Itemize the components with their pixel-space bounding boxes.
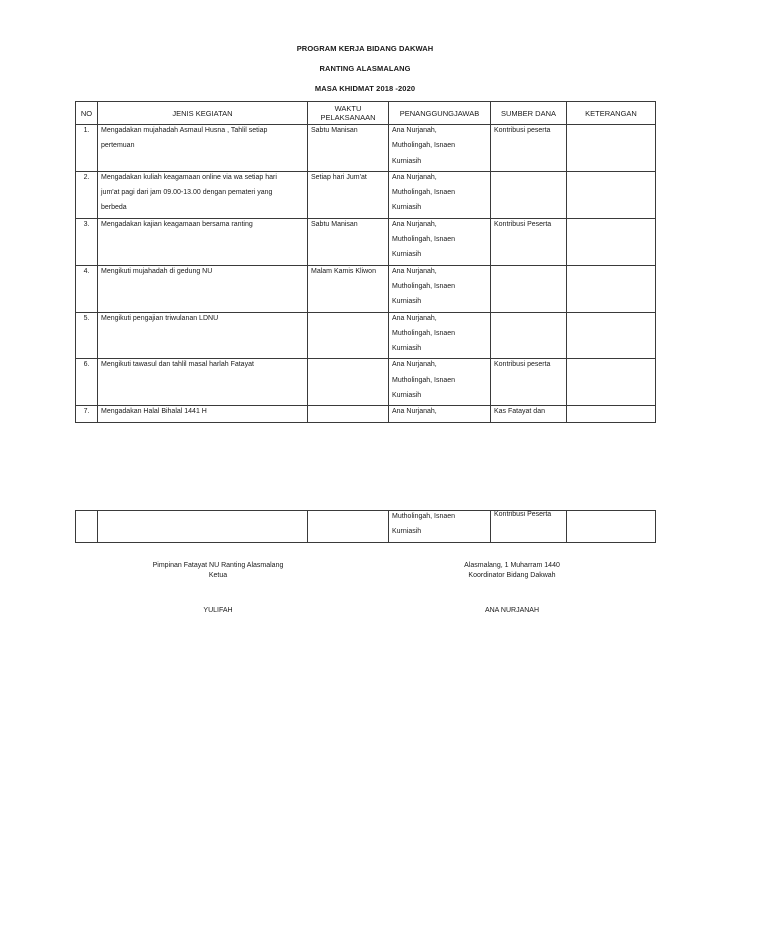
signature-left-name: YULIFAH [203, 607, 233, 614]
keterangan-text [570, 125, 652, 140]
pj-line: Ana Nurjanah, [392, 314, 437, 322]
pj-line: Kurniasih [392, 204, 422, 212]
pj-line: Ana Nurjanah, [392, 220, 437, 228]
waktu-text [311, 313, 385, 328]
signature-right-name: ANA NURJANAH [484, 607, 540, 614]
cell-penanggungjawab [389, 511, 491, 543]
cell-keterangan [567, 218, 656, 265]
jenis-line: Mengikuti pengajian triwulanan LDNU [101, 314, 219, 322]
column-header-waktu-line2: PELAKSANAAN [320, 113, 376, 122]
dana-text: Kontribusi peserta [494, 127, 551, 134]
waktu-text: Malam Kamis Kliwon [311, 267, 376, 275]
dana-text [494, 172, 563, 187]
program-table-continuation [75, 510, 656, 543]
column-header-waktu-line1: WAKTU [334, 104, 362, 113]
row-number: 5. [83, 314, 90, 322]
cell-keterangan [567, 125, 656, 172]
waktu-text [311, 359, 385, 374]
jenis-line: Mengadakan mujahadah Asmaul Husna , Tahlil setiap [101, 127, 268, 134]
cell-keterangan [567, 406, 656, 422]
pj-line: Mutholingah, Isnaen [392, 282, 456, 290]
cell-jenis-kegiatan [98, 511, 308, 543]
cell-keterangan [567, 265, 656, 312]
cell-penanggungjawab [389, 171, 491, 218]
column-header-penanggungjawab: PENANGGUNGJAWAB [389, 102, 491, 125]
keterangan-text [570, 313, 652, 328]
cell-keterangan [567, 171, 656, 218]
cell-keterangan [567, 359, 656, 406]
pj-line: Kurniasih [392, 157, 422, 165]
table-row [76, 171, 656, 218]
cell-waktu [308, 125, 389, 172]
signature-block-right [412, 561, 612, 616]
cell-no [76, 171, 98, 218]
cell-waktu [308, 406, 389, 422]
row-number: 6. [83, 361, 90, 369]
jenis-line: berbeda [101, 204, 127, 212]
column-header-waktu-pelaksanaan [308, 102, 389, 125]
cell-sumber-dana [491, 171, 567, 218]
table-row [76, 218, 656, 265]
cell-penanggungjawab [389, 312, 491, 359]
dana-text: Kontribusi Peserta [494, 220, 552, 228]
pj-line: Kurniasih [392, 345, 422, 353]
cell-no [76, 511, 98, 543]
pj-line: Kurniasih [392, 298, 422, 306]
pj-line: Mutholingah, Isnaen [392, 142, 456, 150]
row-number: 7. [83, 408, 90, 416]
table-row [76, 406, 656, 422]
waktu-text [311, 406, 385, 421]
cell-penanggungjawab [389, 265, 491, 312]
column-header-no: NO [76, 102, 98, 125]
signature-block-left [118, 561, 318, 616]
dana-text [494, 313, 563, 328]
cell-jenis-kegiatan [98, 171, 308, 218]
pj-line: Ana Nurjanah, [392, 173, 437, 181]
signature-left-org: Pimpinan Fatayat NU Ranting Alasmalang [152, 562, 284, 569]
dana-text: Kas Fatayat dan [494, 408, 545, 416]
pj-line: Ana Nurjanah, [392, 361, 437, 369]
column-header-jenis-kegiatan: JENIS KEGIATAN [98, 102, 308, 125]
table-row [76, 125, 656, 172]
program-table [75, 101, 656, 423]
cell-no [76, 218, 98, 265]
waktu-text: Sabtu Manisan [311, 127, 358, 134]
cell-jenis-kegiatan [98, 265, 308, 312]
pj-line: Mutholingah, Isnaen [392, 236, 456, 244]
signature-right-place-date: Alasmalang, 1 Muharram 1440 [464, 562, 560, 569]
cell-penanggungjawab [389, 406, 491, 422]
pj-line: Ana Nurjanah, [392, 408, 437, 416]
pj-line: Mutholingah, Isnaen [392, 513, 456, 520]
keterangan-text [570, 359, 652, 374]
cell-no [76, 359, 98, 406]
signature-left-role: Ketua [208, 572, 228, 579]
column-header-keterangan: KETERANGAN [567, 102, 656, 125]
cell-sumber-dana [491, 359, 567, 406]
table-row [76, 265, 656, 312]
waktu-text: Setiap hari Jum'at [311, 173, 367, 181]
table-row-continuation [76, 511, 656, 543]
cell-penanggungjawab [389, 359, 491, 406]
cell-waktu [308, 171, 389, 218]
keterangan-text [570, 406, 652, 421]
cell-sumber-dana: Kontribusi Peserta [491, 511, 567, 543]
cell-sumber-dana [491, 406, 567, 422]
row-number: 1. [83, 127, 90, 134]
keterangan-text [570, 266, 652, 281]
cell-sumber-dana [491, 125, 567, 172]
keterangan-text [570, 172, 652, 187]
row-number: 4. [83, 267, 90, 275]
jenis-line: Mengadakan kajian keagamaan bersama ranting [101, 220, 253, 228]
cell-waktu [308, 359, 389, 406]
cell-waktu [308, 511, 389, 543]
table-body [76, 125, 656, 423]
waktu-text: Sabtu Manisan [311, 220, 358, 228]
pj-line: Mutholingah, Isnaen [392, 329, 456, 337]
cell-no [76, 265, 98, 312]
pj-line: Kurniasih [392, 528, 422, 536]
cell-waktu [308, 312, 389, 359]
document-subtitle-ranting: RANTING ALASMALANG [319, 64, 411, 73]
cell-jenis-kegiatan [98, 312, 308, 359]
cell-jenis-kegiatan [98, 406, 308, 422]
cell-penanggungjawab [389, 218, 491, 265]
signature-right-role: Koordinator Bidang Dakwah [468, 572, 556, 579]
pj-line: Kurniasih [392, 392, 422, 400]
jenis-line: Mengadakan Halal Bihalal 1441 H [101, 408, 207, 416]
cell-sumber-dana [491, 265, 567, 312]
row-number: 3. [83, 220, 90, 228]
cell-waktu [308, 218, 389, 265]
column-header-sumber-dana: SUMBER DANA [491, 102, 567, 125]
dana-text: Kontribusi peserta [494, 361, 551, 369]
pj-line: Mutholingah, Isnaen [392, 376, 456, 384]
cell-no [76, 125, 98, 172]
row-number: 2. [83, 173, 90, 181]
keterangan-text [570, 219, 652, 234]
cell-jenis-kegiatan [98, 359, 308, 406]
jenis-line: jum'at pagi dari jam 09.00-13.00 dengan pemateri yang [101, 189, 273, 197]
pj-line: Mutholingah, Isnaen [392, 189, 456, 197]
table-row [76, 359, 656, 406]
pj-line: Ana Nurjanah, [392, 267, 437, 275]
cell-sumber-dana [491, 218, 567, 265]
table-row [76, 312, 656, 359]
cell-jenis-kegiatan [98, 218, 308, 265]
cell-no [76, 406, 98, 422]
table-header-row [76, 102, 656, 125]
jenis-line: pertemuan [101, 142, 135, 150]
cell-keterangan [567, 312, 656, 359]
document-title: PROGRAM KERJA BIDANG DAKWAH [296, 44, 434, 53]
jenis-line: Mengikuti mujahadah di gedung NU [101, 267, 213, 275]
pj-line: Ana Nurjanah, [392, 127, 437, 134]
cell-jenis-kegiatan [98, 125, 308, 172]
cell-sumber-dana [491, 312, 567, 359]
cell-no [76, 312, 98, 359]
cell-penanggungjawab [389, 125, 491, 172]
document-subtitle-period: MASA KHIDMAT 2018 -2020 [314, 84, 416, 93]
cell-waktu [308, 265, 389, 312]
jenis-line: Mengikuti tawasul dan tahlil masal harlah Fatayat [101, 361, 254, 369]
cell-keterangan [567, 511, 656, 543]
pj-line: Kurniasih [392, 251, 422, 259]
dana-text [494, 266, 563, 281]
jenis-line: Mengadakan kuliah keagamaan online via wa setiap hari [101, 173, 277, 181]
